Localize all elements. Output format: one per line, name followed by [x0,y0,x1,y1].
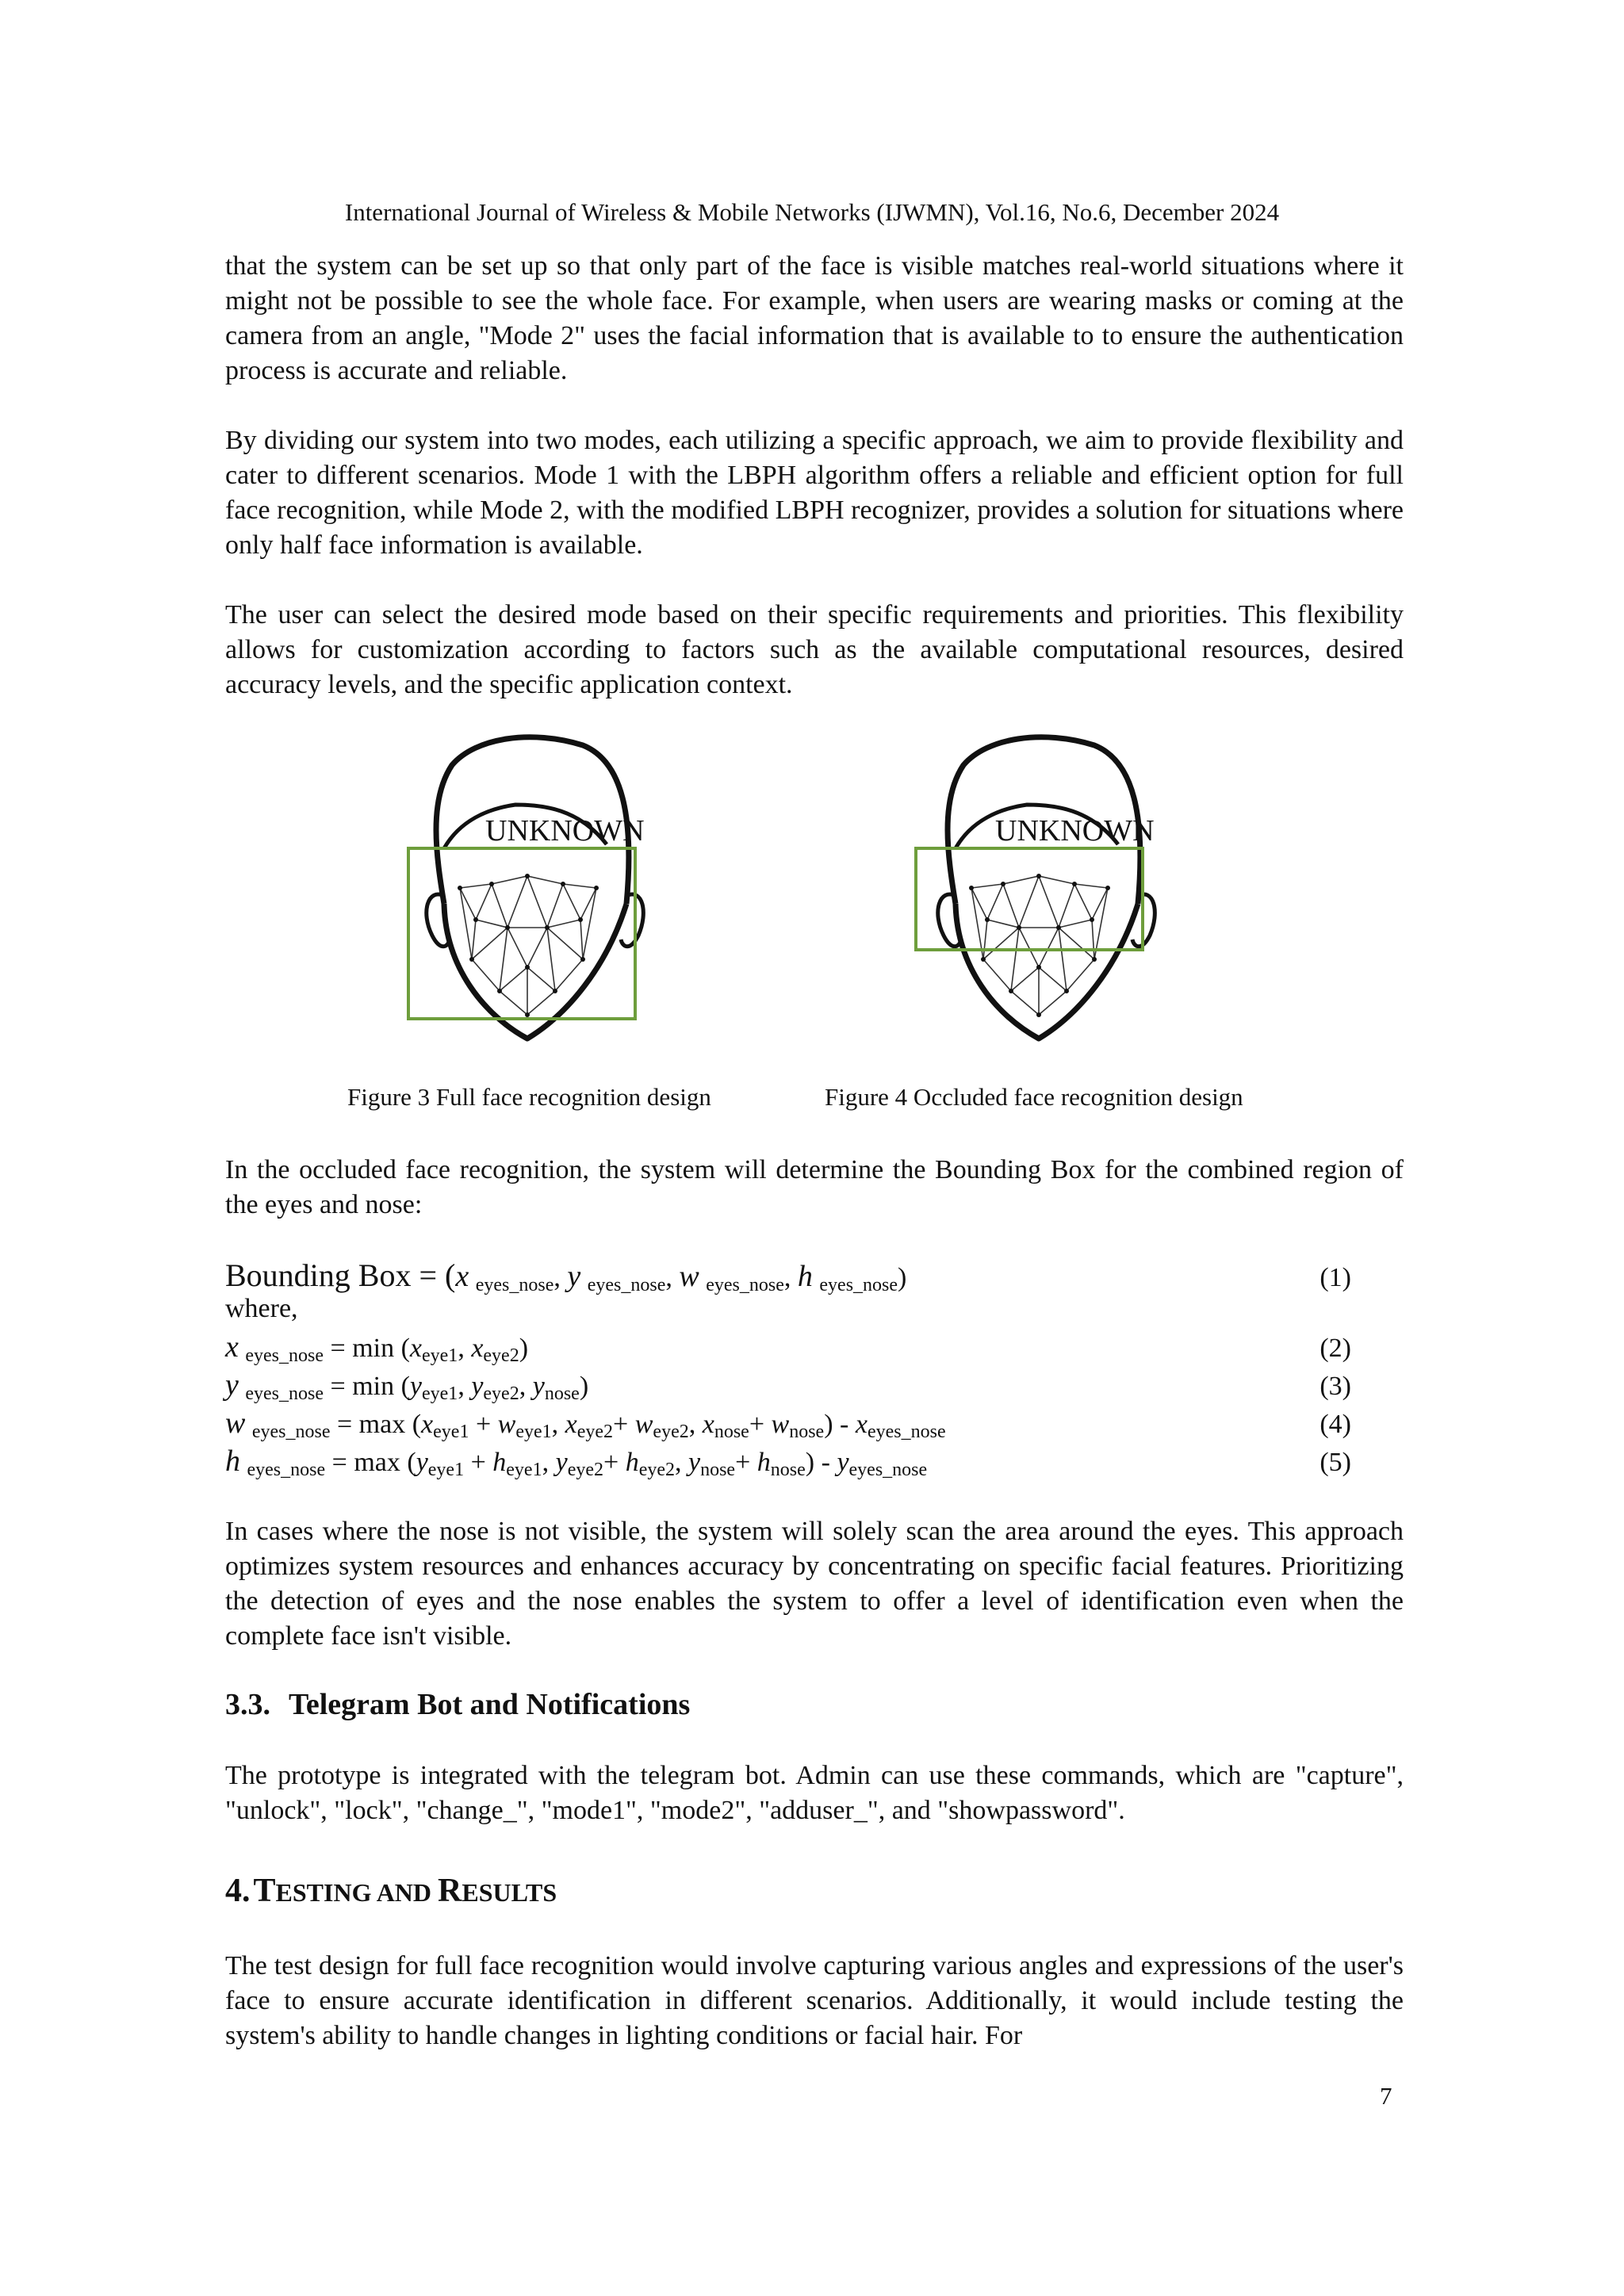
eq-sub: eyes_nose [247,1460,326,1480]
figure-4-occluded-face [908,729,1170,1062]
eq-sub: eye1 [422,1383,458,1404]
paragraph-text: In the occluded face recognition, the system will determine the Bounding Box for the combined region of the eyes and nose: [225,1155,1404,1219]
eq-var: x [471,1334,484,1363]
equation-number: (5) [1320,1448,1351,1477]
paragraph-text: that the system can be set up so that only part of the face is visible matches real-world situations where it might not be possible to see the whole face. For example, when users are wearing masks or coming at the camera from an angle, "Mode 2" uses the facial information that is available to to ensure the authentication process is accurate and reliable. [225,251,1404,385]
eq-var: x [455,1260,469,1293]
eq-var: h [797,1260,813,1293]
eq-sub: eyes_nose [706,1275,784,1295]
section-4-heading [225,1869,557,1919]
eq-sub: eye2 [483,1345,519,1366]
page-number: 7 [1380,2082,1392,2110]
eq-op: = min ( [330,1334,410,1363]
section-3-3-heading [225,1686,690,1724]
section-number: 4. [225,1873,251,1909]
eq-sub: eyes_nose [245,1345,324,1366]
where-text: where, [225,1294,298,1323]
eq-sub: eyes_nose [475,1275,554,1295]
eq-sub: eyes_nose [251,1422,331,1442]
eq-lhs: Bounding Box = ( [225,1257,456,1293]
paragraph-text: The user can select the desired mode based on their specific requirements and priorities. This flexibility allows for customization according to factors such as the available computational resources, desired accuracy levels, and the specific application context. [225,600,1404,699]
paragraph-mode2-intro [225,249,1404,388]
paragraph-testing [225,1949,1404,2053]
eq-var: x [225,1330,239,1364]
eq-var: w [679,1260,699,1293]
paragraph-mode-selection [225,598,1404,702]
eq-var: x [409,1334,422,1363]
eq-var: w [225,1406,246,1440]
equation-number: (3) [1320,1372,1351,1401]
eq-sub: eye1 [422,1345,458,1366]
equation-number: (4) [1320,1410,1351,1439]
section-title: Telegram Bot and Notifications [289,1688,691,1721]
section-title-cap: R [438,1873,462,1909]
paragraph-text: The test design for full face recognition would involve capturing various angles and expressions of the user's face to ensure accurate identification in different scenarios. Additionally, it would include testing the system's ability to handle changes in lighting conditions or facial hair. For [225,1951,1404,2050]
equation-number: (1) [1320,1263,1351,1292]
figure-4-caption: Figure 4 Occluded face recognition design [825,1083,1243,1111]
paragraph-text: In cases where the nose is not visible, the system will solely scan the area around the eyes. This approach optimizes system resources and enhances accuracy by concentrating on specific facial features. Prioritizing the detection of eyes and the nose enables the system to offer a level of identification even when the complete face isn't visible. [225,1517,1404,1651]
paragraph-occluded [225,1153,1404,1223]
section-title-rest: ESTING AND [275,1878,439,1907]
eq-var: y [567,1260,581,1293]
face-label: UNKNOWN [485,814,645,848]
section-title-cap: T [253,1873,276,1909]
equation-body: y $_{eyes\_nose} = \min (y_{eye1}$, $y_{eye2}$, $y_{nose}$) [225,1368,589,1404]
eq-var: y [409,1372,422,1401]
figure-3-full-face [396,729,658,1062]
equation-body: h $_{eyes\_nose} = \max (y_{eye1} + h_{eye1}$, $y_{eye2}+ h_{eye2}$, $y_{nose}+ h_{nose}) - y_{eyes\_nose}$ [225,1445,928,1480]
section-title-rest: ESULTS [462,1878,557,1907]
eq-op: = min ( [330,1372,410,1401]
equation-where [225,1291,1351,1327]
paragraph-text: The prototype is integrated with the telegram bot. Admin can use these commands, which are "capture", "unlock", "lock", "change_", "mode1", "mode2", "adduser_", and "showpassword". [225,1761,1404,1825]
equation-body: Bounding Box = (x $_{eyes\_nose}$, y $_{eyes\_nose}$, w $_{eyes\_nose}$, h $_{eyes\_nose}$) [225,1257,907,1295]
eq-var: y [532,1372,545,1401]
equation-body: w $_{eyes\_nose} = \max (x_{eye1} + w_{eye1}$, $x_{eye2}+ w_{eye2}$, $x_{nose}+ w_{nose}) - x_{eyes\_nose}$ [225,1406,946,1442]
equation-body: x $_{eyes\_nose} = \min (x_{eye1}$, $x_{eye2}$) [225,1330,529,1366]
bounding-box [408,848,635,1019]
eq-sub: eyes_nose [819,1275,898,1295]
face-label: UNKNOWN [995,814,1155,848]
eq-sub: eyes_nose [245,1383,324,1404]
eq-var: y [471,1372,484,1401]
eq-sub: eyes_nose [587,1275,666,1295]
eq-sub: nose [544,1383,580,1404]
equation-5 [225,1443,1351,1488]
eq-sub: eye2 [483,1383,519,1404]
face-illustration [396,729,658,1062]
paragraph-two-modes [225,423,1404,563]
eq-var: h [225,1445,240,1478]
running-header: International Journal of Wireless & Mobile Networks (IJWMN), Vol.16, No.6, December 2024 [344,198,1280,226]
eq-var: y [225,1368,239,1402]
face-illustration [908,729,1170,1062]
paragraph-nose-not-visible [225,1514,1404,1654]
paragraph-telegram [225,1758,1404,1828]
section-number: 3.3. [225,1688,270,1721]
paragraph-text: By dividing our system into two modes, each utilizing a specific approach, we aim to provide flexibility and cater to different scenarios. Mode 1 with the LBPH algorithm offers a reliable and efficient option for full face recognition, while Mode 2, with the modified LBPH recognizer, provides a solution for situations where only half face information is available. [225,426,1404,560]
equation-number: (2) [1320,1334,1351,1363]
figure-3-caption: Figure 3 Full face recognition design [347,1083,711,1111]
